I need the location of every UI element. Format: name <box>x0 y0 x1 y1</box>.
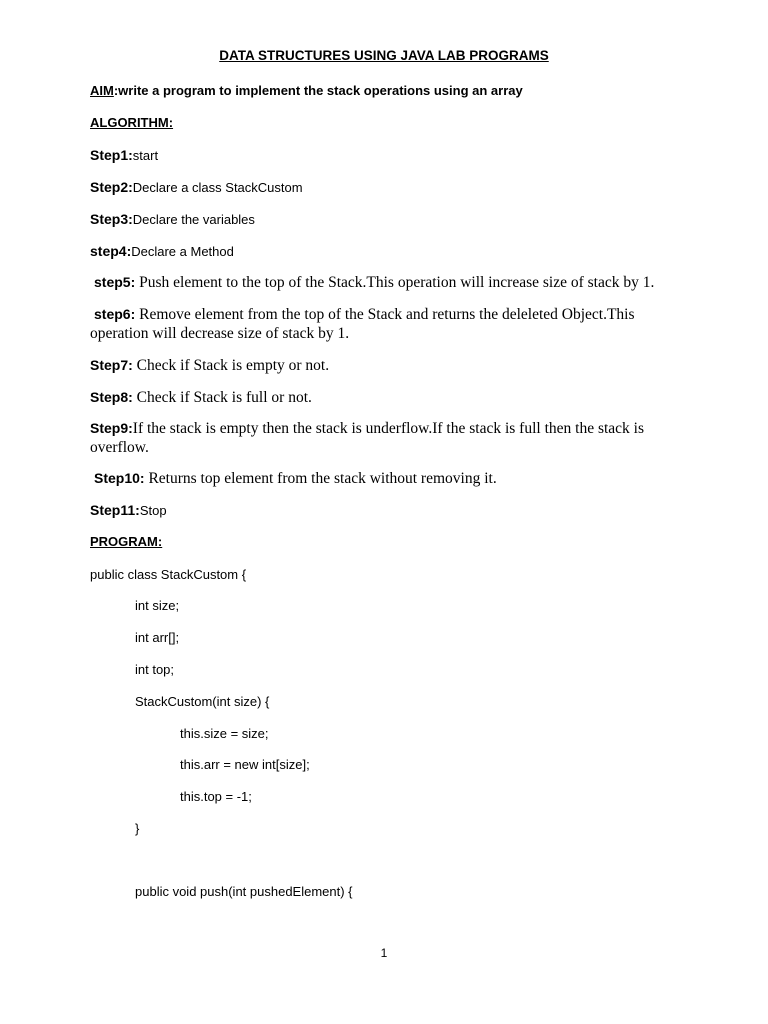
algorithm-heading: ALGORITHM: <box>90 115 174 130</box>
aim-text: :write a program to implement the stack operations using an array <box>113 83 523 98</box>
step-3 <box>90 211 255 228</box>
code-line: public void push(int pushedElement) { <box>135 884 353 899</box>
step-label: Step11: <box>90 502 140 518</box>
step-label: step4: <box>90 243 132 259</box>
program-heading: PROGRAM: <box>90 534 163 549</box>
code-line: } <box>135 821 140 836</box>
step-text: Remove element from the top of the Stack and returns the deleleted Object.This operation will decrease size of stack by 1. <box>90 306 635 342</box>
step-label: Step8: <box>90 389 133 405</box>
code-line: public class StackCustom { <box>90 567 247 582</box>
step-label: Step1: <box>90 147 133 163</box>
document-title: DATA STRUCTURES USING JAVA LAB PROGRAMS <box>219 48 549 63</box>
step-text: If the stack is empty then the stack is underflow.If the stack is full then the stack is overflow. <box>90 420 645 456</box>
step-label: Step9: <box>90 420 133 436</box>
step-text: Stop <box>139 503 167 518</box>
step-1 <box>90 147 158 164</box>
step-11 <box>90 502 167 519</box>
step-5 <box>94 273 654 292</box>
step-text: start <box>132 148 159 163</box>
step-label: Step2: <box>90 179 133 195</box>
step-text: Push element to the top of the Stack.This operation will increase size of stack by 1. <box>135 274 655 291</box>
step-6 <box>90 305 670 343</box>
step-label: Step7: <box>90 357 133 373</box>
step-label: step6: <box>94 306 136 322</box>
step-2 <box>90 179 303 196</box>
step-text: Returns top element from the stack without removing it. <box>144 470 497 487</box>
step-label: Step10: <box>94 470 145 486</box>
code-line: int arr[]; <box>135 630 180 645</box>
step-text: Declare the variables <box>132 212 255 227</box>
page-number: 1 <box>380 946 388 960</box>
code-line: int top; <box>135 662 175 677</box>
aim-label: AIM <box>90 83 114 98</box>
step-9 <box>90 419 675 457</box>
code-line: this.top = -1; <box>180 789 252 804</box>
aim-line <box>90 83 523 99</box>
step-label: step5: <box>94 274 136 290</box>
step-text: Declare a Method <box>131 244 234 259</box>
code-line: this.arr = new int[size]; <box>180 757 310 772</box>
step-10 <box>94 469 497 488</box>
step-text: Check if Stack is full or not. <box>132 389 312 406</box>
code-line: StackCustom(int size) { <box>135 694 270 709</box>
step-8 <box>90 388 312 407</box>
step-text: Check if Stack is empty or not. <box>132 357 330 374</box>
step-text: Declare a class StackCustom <box>132 180 303 195</box>
step-label: Step3: <box>90 211 133 227</box>
code-line: this.size = size; <box>180 726 269 741</box>
code-line: int size; <box>135 598 180 613</box>
step-7 <box>90 356 329 375</box>
step-4 <box>90 243 234 260</box>
